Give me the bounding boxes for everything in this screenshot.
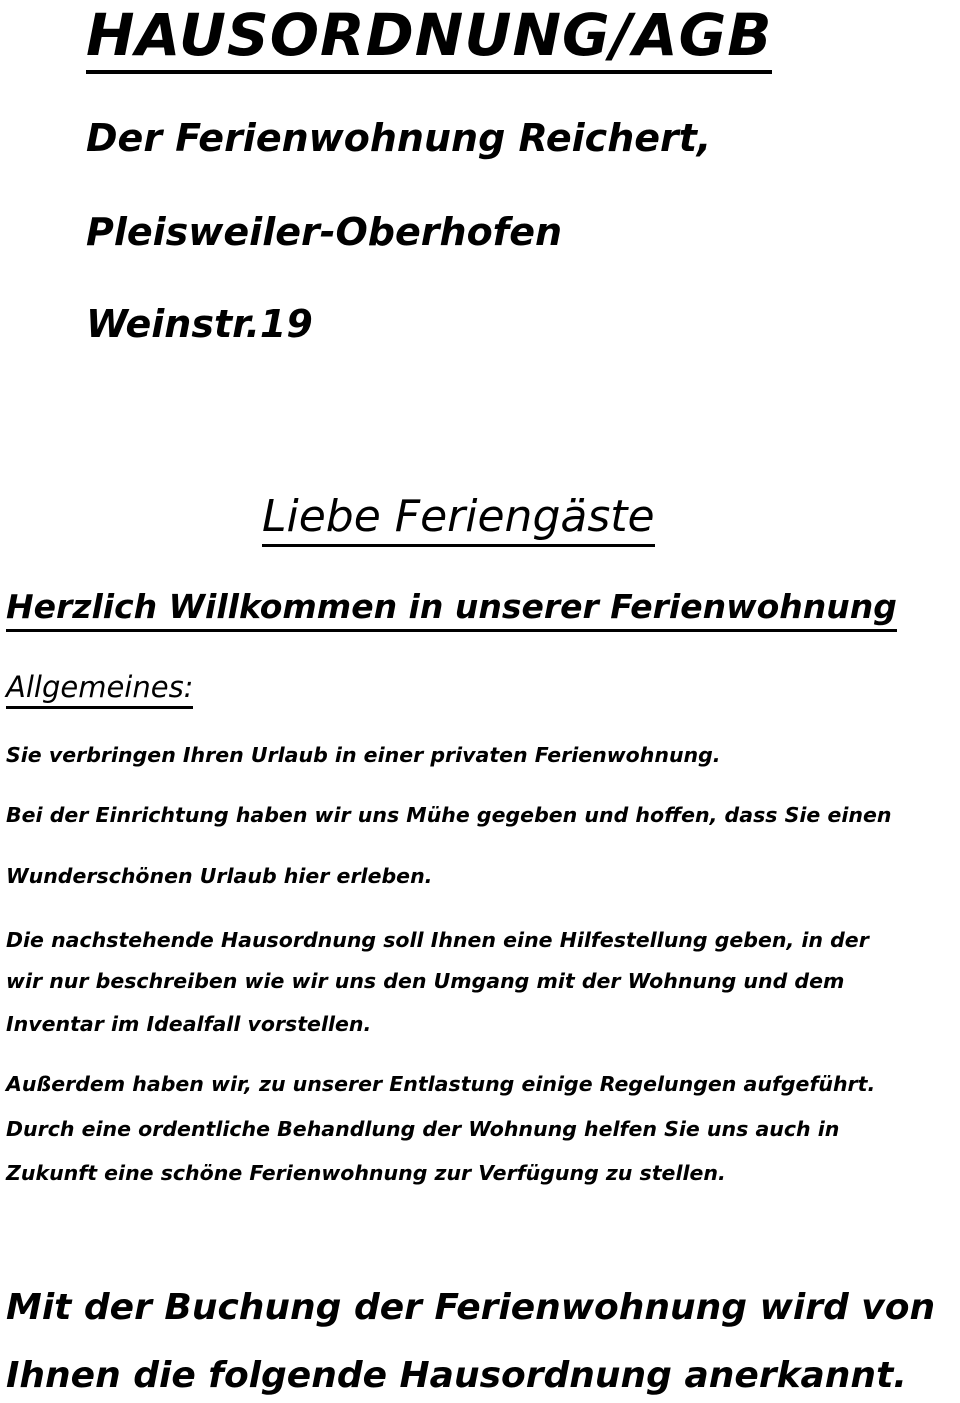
welcome-heading: Herzlich Willkommen in unserer Ferienwohnung — [6, 585, 897, 632]
greeting-heading: Liebe Feriengäste — [262, 490, 655, 547]
body-line: Inventar im Idealfall vorstellen. — [6, 1012, 372, 1036]
body-line: Sie verbringen Ihren Urlaub in einer privaten Ferienwohnung. — [6, 743, 721, 767]
body-line: Außerdem haben wir, zu unserer Entlastung einige Regelungen aufgeführt. — [6, 1072, 876, 1096]
subtitle-line: Weinstr.19 — [86, 302, 313, 346]
closing-line: Mit der Buchung der Ferienwohnung wird von — [6, 1287, 936, 1328]
subtitle-line: Der Ferienwohnung Reichert, — [86, 116, 712, 160]
body-line: Durch eine ordentliche Behandlung der Wohnung helfen Sie uns auch in — [6, 1117, 840, 1141]
subtitle-line: Pleisweiler-Oberhofen — [86, 210, 563, 254]
body-line: Die nachstehende Hausordnung soll Ihnen eine Hilfestellung geben, in der — [6, 928, 869, 952]
body-line: Bei der Einrichtung haben wir uns Mühe gegeben und hoffen, dass Sie einen — [6, 803, 892, 827]
body-line: wir nur beschreiben wie wir uns den Umgang mit der Wohnung und dem — [6, 969, 845, 993]
document-title: HAUSORDNUNG/AGB — [86, 0, 772, 74]
closing-line: Ihnen die folgende Hausordnung anerkannt. — [6, 1355, 907, 1396]
section-heading-general: Allgemeines: — [6, 668, 193, 709]
body-line: Zukunft eine schöne Ferienwohnung zur Verfügung zu stellen. — [6, 1161, 726, 1185]
body-line: Wunderschönen Urlaub hier erleben. — [6, 864, 433, 888]
